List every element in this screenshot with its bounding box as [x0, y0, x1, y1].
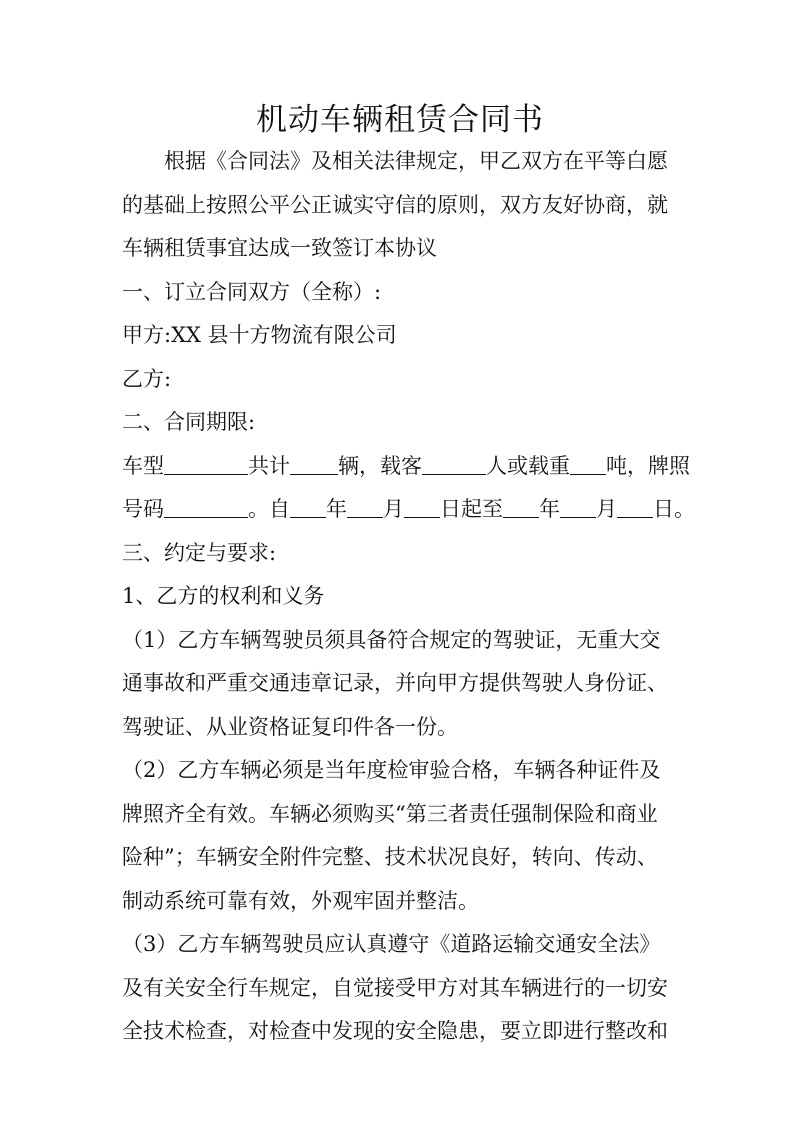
fill-in-line-dates: [122, 488, 695, 532]
party-b-line: 乙方:: [122, 366, 172, 391]
document-body: [122, 140, 695, 1054]
paragraph-line: （2）乙方车辆必须是当年度检审验合格，车辆各种证件及: [122, 758, 661, 782]
blank-underline: [503, 495, 539, 518]
text-segment: 年: [539, 497, 560, 521]
paragraph-line: 通事故和严重交通违章记录，并向甲方提供驾驶人身份证、: [122, 671, 668, 695]
section-heading: 二、合同期限:: [122, 410, 256, 434]
document-title: 机动车辆租赁合同书: [256, 102, 544, 138]
text-segment: 月: [383, 497, 404, 521]
blank-underline: [164, 452, 248, 475]
blank-underline: [164, 495, 248, 518]
section-heading: 三、约定与要求:: [122, 540, 277, 565]
text-segment: 人或载重: [486, 453, 570, 478]
paragraph-line: 制动系统可靠有效，外观牢固并整洁。: [122, 888, 479, 913]
text-segment: 。自: [248, 497, 290, 521]
blank-underline: [560, 495, 596, 518]
text-segment: 车型: [122, 453, 164, 478]
paragraph-line: 牌照齐全有效。车辆必须购买“第三者责任强制保险和商业: [122, 801, 658, 826]
paragraph-line: 根据《合同法》及相关法律规定，甲乙双方在平等白愿: [164, 149, 668, 173]
blank-underline: [290, 452, 338, 475]
party-a-line: 甲方:XX 县十方物流有限公司: [122, 323, 397, 347]
blank-underline: [422, 452, 486, 475]
text-segment: 吨，牌照: [606, 453, 690, 478]
text-segment: 年: [326, 497, 347, 521]
paragraph-line: 驾驶证、从业资格证复印件各一份。: [122, 714, 458, 739]
blank-underline: [404, 495, 440, 518]
paragraph-line: 车辆租赁事宜达成一致签订本协议: [122, 236, 437, 260]
blank-underline: [570, 452, 606, 475]
text-segment: 辆，载客: [338, 453, 422, 478]
paragraph-line: 的基础上按照公平公正诚实守信的原则，双方友好协商，就: [122, 192, 668, 217]
paragraph-line: （1）乙方车辆驾驶员须具备符合规定的驾驶证，无重大交: [122, 627, 661, 652]
paragraph-line: 全技术检查，对检查中发现的安全隐患，要立即进行整改和: [122, 1019, 668, 1043]
fill-in-line-vehicle: [122, 445, 690, 489]
paragraph-line: 及有关安全行车规定，自觉接受甲方对其车辆进行的一切安: [122, 975, 668, 1000]
subsection-heading: 1、乙方的权利和义务: [122, 584, 325, 608]
blank-underline: [347, 495, 383, 518]
text-segment: 月: [596, 497, 617, 521]
text-segment: 号码: [122, 497, 164, 521]
paragraph-line: 险种”；车辆安全附件完整、技术状况良好，转向、传动、: [122, 845, 658, 869]
text-segment: 日。: [653, 497, 695, 521]
section-heading: 一、订立合同双方（全称）:: [122, 279, 382, 304]
blank-underline: [617, 495, 653, 518]
text-segment: 日起至: [440, 497, 503, 521]
blank-underline: [290, 495, 326, 518]
paragraph-line: （3）乙方车辆驾驶员应认真遵守《道路运输交通安全法》: [122, 932, 661, 956]
text-segment: 共计: [248, 453, 290, 478]
